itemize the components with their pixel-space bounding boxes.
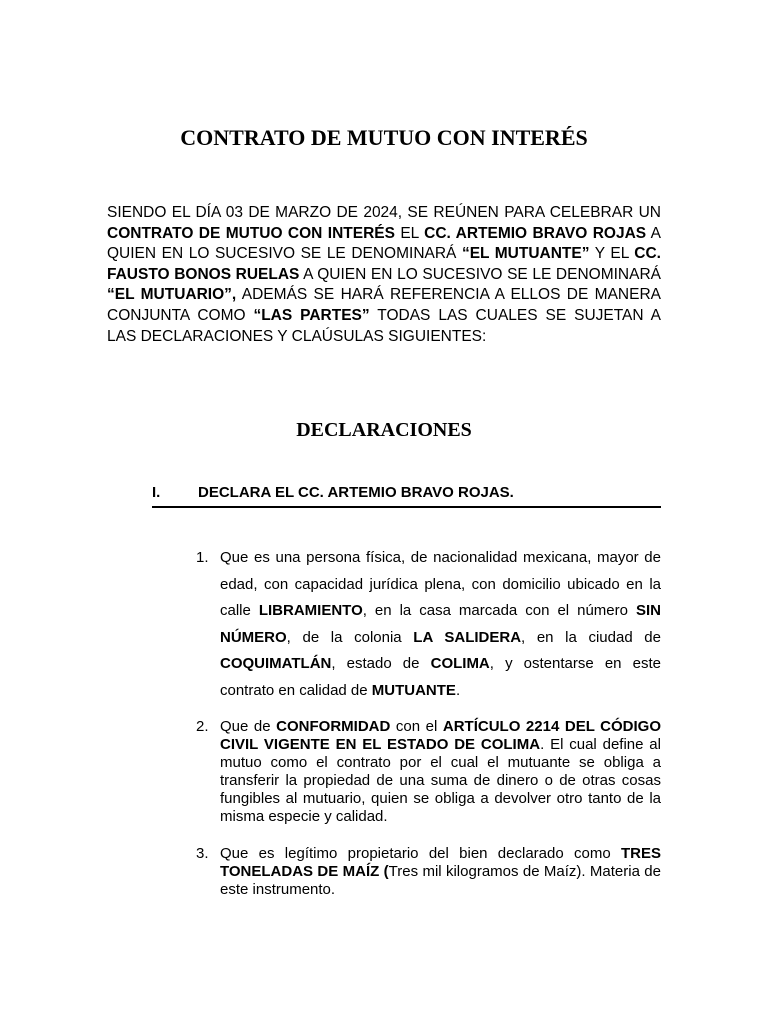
section-title: DECLARACIONES (296, 419, 472, 441)
intro-text: A QUIEN EN LO SUCESIVO SE LE DENOMINARÁ (107, 224, 662, 263)
item-text: . (455, 681, 461, 699)
state-name: COLIMA (430, 655, 490, 673)
intro-text: A QUIEN EN LO SUCESIVO SE LE DENOMINARÁ (299, 265, 661, 283)
item-text: , estado de (331, 655, 431, 673)
legal-article: ARTÍCULO 2214 DEL CÓDIGO CIVIL VIGENTE EN EL ESTADO DE COLIMA (220, 718, 661, 753)
item-number: 2. (196, 718, 209, 735)
lender-role: “EL MUTUANTE” (461, 245, 590, 263)
borrower-role: “EL MUTUARIO”, (107, 286, 237, 304)
parties-label: “LAS PARTES” (253, 306, 370, 324)
item-text: Que es una persona física, de nacionalidad mexicana, mayor de edad, con capacidad jurídica plena, con domicilio ubicado en la calle (220, 549, 661, 620)
item-text: , y ostentarse en este contrato en calidad de (220, 655, 661, 699)
item-body (220, 845, 661, 899)
item-number: 3. (196, 845, 209, 862)
item-text: Que es legítimo propietario del bien declarado como (220, 845, 621, 862)
street-name: LIBRAMIENTO (258, 602, 363, 620)
borrower-name: CC. FAUSTO BONOS RUELAS (107, 245, 661, 283)
declaration-item (196, 845, 661, 899)
item-text: , de la colonia (286, 628, 414, 646)
neighborhood-name: LA SALIDERA (413, 628, 522, 646)
item-text: con el (390, 718, 443, 735)
declarant-number: I. (152, 484, 161, 501)
role-name: MUTUANTE (371, 681, 456, 699)
item-body (220, 718, 661, 826)
item-text: Tres mil kilogramos de Maíz). Materia de este instrumento. (220, 863, 661, 898)
intro-text: EL (394, 224, 425, 242)
declarant-text: DECLARA EL CC. ARTEMIO BRAVO ROJAS. (198, 484, 514, 501)
document-title: CONTRATO DE MUTUO CON INTERÉS (180, 125, 588, 150)
lender-name: CC. ARTEMIO BRAVO ROJAS (424, 224, 647, 242)
item-text: , en la casa marcada con el número (362, 602, 636, 620)
contract-type: CONTRATO DE MUTUO CON INTERÉS (107, 224, 395, 242)
goods-description: TRES TONELADAS DE MAÍZ ( (220, 845, 661, 880)
intro-text: SIENDO EL DÍA 03 DE MARZO DE 2024, SE REÚNEN PARA CELEBRAR UN (107, 204, 661, 221)
intro-text: ADEMÁS SE HARÁ REFERENCIA A ELLOS DE MANERA CONJUNTA COMO (107, 286, 661, 324)
item-text: Que de (220, 718, 277, 735)
house-number: SIN NÚMERO (220, 602, 661, 646)
declaration-item (196, 545, 661, 705)
declaration-item (196, 718, 661, 826)
declarant-heading (152, 483, 661, 508)
intro-text: TODAS LAS CUALES SE SUJETAN A LAS DECLARACIONES Y CLAÚSULAS SIGUIENTES: (107, 306, 661, 345)
item-number: 1. (196, 549, 209, 566)
intro-text: Y EL (589, 245, 635, 263)
city-name: COQUIMATLÁN (220, 655, 332, 673)
item-body (220, 545, 661, 705)
item-text: , en la ciudad de (521, 628, 661, 646)
intro-paragraph (107, 203, 661, 347)
item-text: . El cual define al mutuo como el contrato por el cual el mutuante se obliga a transferir la propiedad de una suma de dinero o de otras cosas fungibles al mutuario, quien se obliga a devolver otro tanto de la misma especie y calidad. (220, 736, 661, 825)
conformity-label: CONFORMIDAD (276, 718, 391, 735)
